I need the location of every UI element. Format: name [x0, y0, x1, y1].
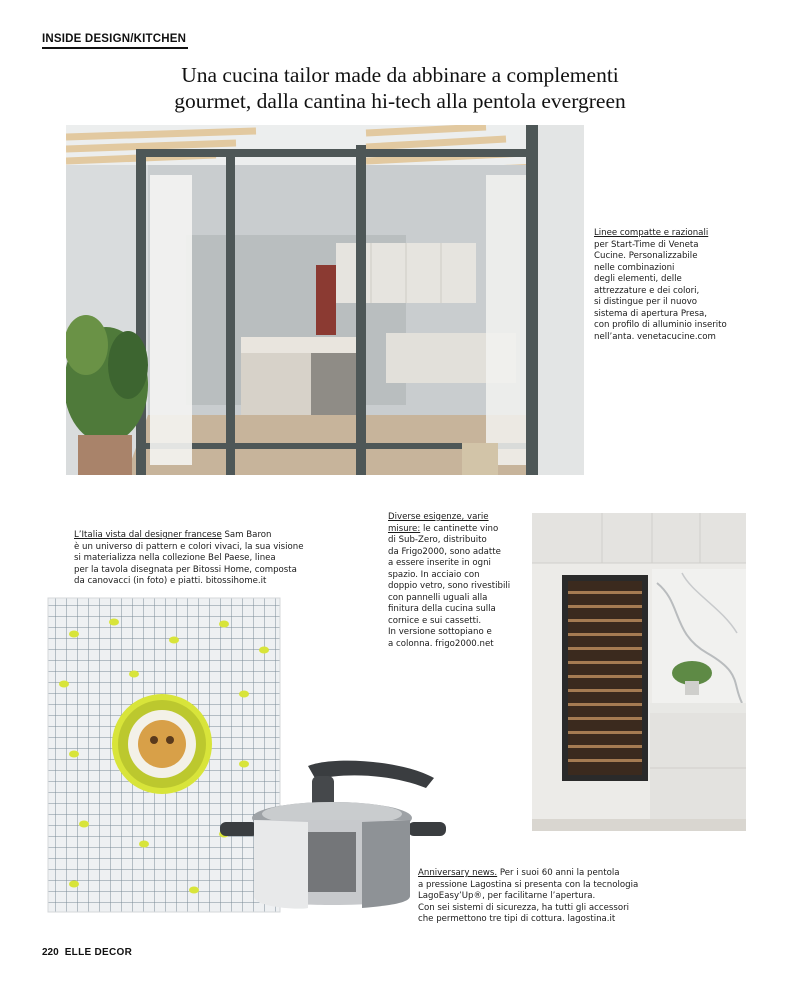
kitchen-caption-line: si distingue per il nuovo — [594, 297, 698, 307]
wine-caption-line: cornice e sui cassetti. — [388, 615, 482, 626]
wine-cabinet-photo — [532, 513, 746, 831]
page-number: 220 — [42, 947, 59, 958]
section-label: INSIDE DESIGN/KITCHEN — [42, 33, 187, 45]
kitchen-caption-line: Cucine. Personalizzabile — [594, 251, 698, 261]
pot-caption-line: LagoEasy’Up®, per facilitarne l’apertura. — [418, 891, 596, 901]
kitchen-caption-line: attrezzature e dei colori, — [594, 285, 700, 296]
towel-caption-line: per la tavola disegnata per Bitossi Home, composta — [74, 564, 297, 575]
wine-caption-line: a colonna. frigo2000.net — [388, 638, 494, 649]
wine-caption-line: a essere inserite in ogni — [388, 558, 491, 568]
pot-caption-line: Con sei sistemi di sicurezza, ha tutti gli accessori — [418, 902, 630, 913]
wine-caption-lead-rest: le cantinette vino — [420, 523, 499, 534]
kitchen-caption-line: per Start-Time di Veneta — [594, 239, 699, 250]
pressure-cooker-illustration — [212, 756, 452, 916]
magazine-name: ELLE DECOR — [64, 947, 133, 958]
headline-line-2: gourmet, dalla cantina hi-tech alla pentola evergreen — [174, 89, 626, 113]
headline — [100, 62, 700, 114]
towel-caption — [74, 530, 374, 588]
kitchen-caption — [594, 228, 764, 343]
headline-line-1: Una cucina tailor made da abbinare a complementi — [181, 63, 619, 87]
kitchen-caption-line: degli elementi, delle — [594, 274, 682, 284]
pot-caption-lead: Anniversary news. — [418, 868, 498, 878]
wine-caption-lead-2: misure: — [388, 523, 421, 534]
kitchen-caption-line: nelle combinazioni — [594, 262, 675, 273]
towel-caption-lead: L’Italia vista dal designer francese — [74, 530, 222, 540]
wine-caption-line: da Frigo2000, sono adatte — [388, 546, 501, 557]
towel-caption-lead-rest: Sam Baron — [221, 530, 272, 540]
wine-caption-line: In versione sottopiano e — [388, 627, 492, 637]
pot-caption-line: a pressione Lagostina si presenta con la tecnologia — [418, 879, 639, 890]
kitchen-illustration — [66, 125, 584, 475]
page-footer — [42, 947, 132, 958]
towel-caption-line: è un universo di pattern e colori vivaci, la sua visione — [74, 541, 304, 552]
pot-caption-lead-rest: Per i suoi 60 anni la pentola — [497, 868, 620, 878]
towel-caption-line: si materializza nella collezione Bel Paese, linea — [74, 553, 276, 563]
pot-caption — [418, 868, 678, 926]
kitchen-caption-lead: Linee compatte e razionali — [594, 228, 709, 238]
wine-cabinet-illustration — [532, 513, 746, 831]
wine-caption — [388, 512, 528, 650]
towel-caption-line: da canovacci (in foto) e piatti. bitossihome.it — [74, 576, 267, 586]
wine-caption-line: finitura della cucina sulla — [388, 604, 496, 614]
kitchen-caption-line: sistema di apertura Presa, — [594, 308, 707, 319]
section-rule — [42, 47, 188, 49]
wine-caption-line: con pannelli uguali alla — [388, 592, 488, 603]
kitchen-caption-line: nell’anta. venetacucine.com — [594, 331, 716, 342]
kitchen-photo — [66, 125, 584, 475]
wine-caption-lead-1: Diverse esigenze, varie — [388, 512, 489, 522]
pressure-cooker-photo — [212, 756, 452, 916]
wine-caption-line: di Sub-Zero, distribuito — [388, 535, 487, 545]
wine-caption-line: doppio vetro, sono rivestibili — [388, 581, 511, 591]
pot-caption-line: che permettono tre tipi di cottura. lagostina.it — [418, 914, 616, 924]
kitchen-caption-line: con profilo di alluminio inserito — [594, 320, 727, 330]
wine-caption-line: spazio. In acciaio con — [388, 569, 480, 580]
